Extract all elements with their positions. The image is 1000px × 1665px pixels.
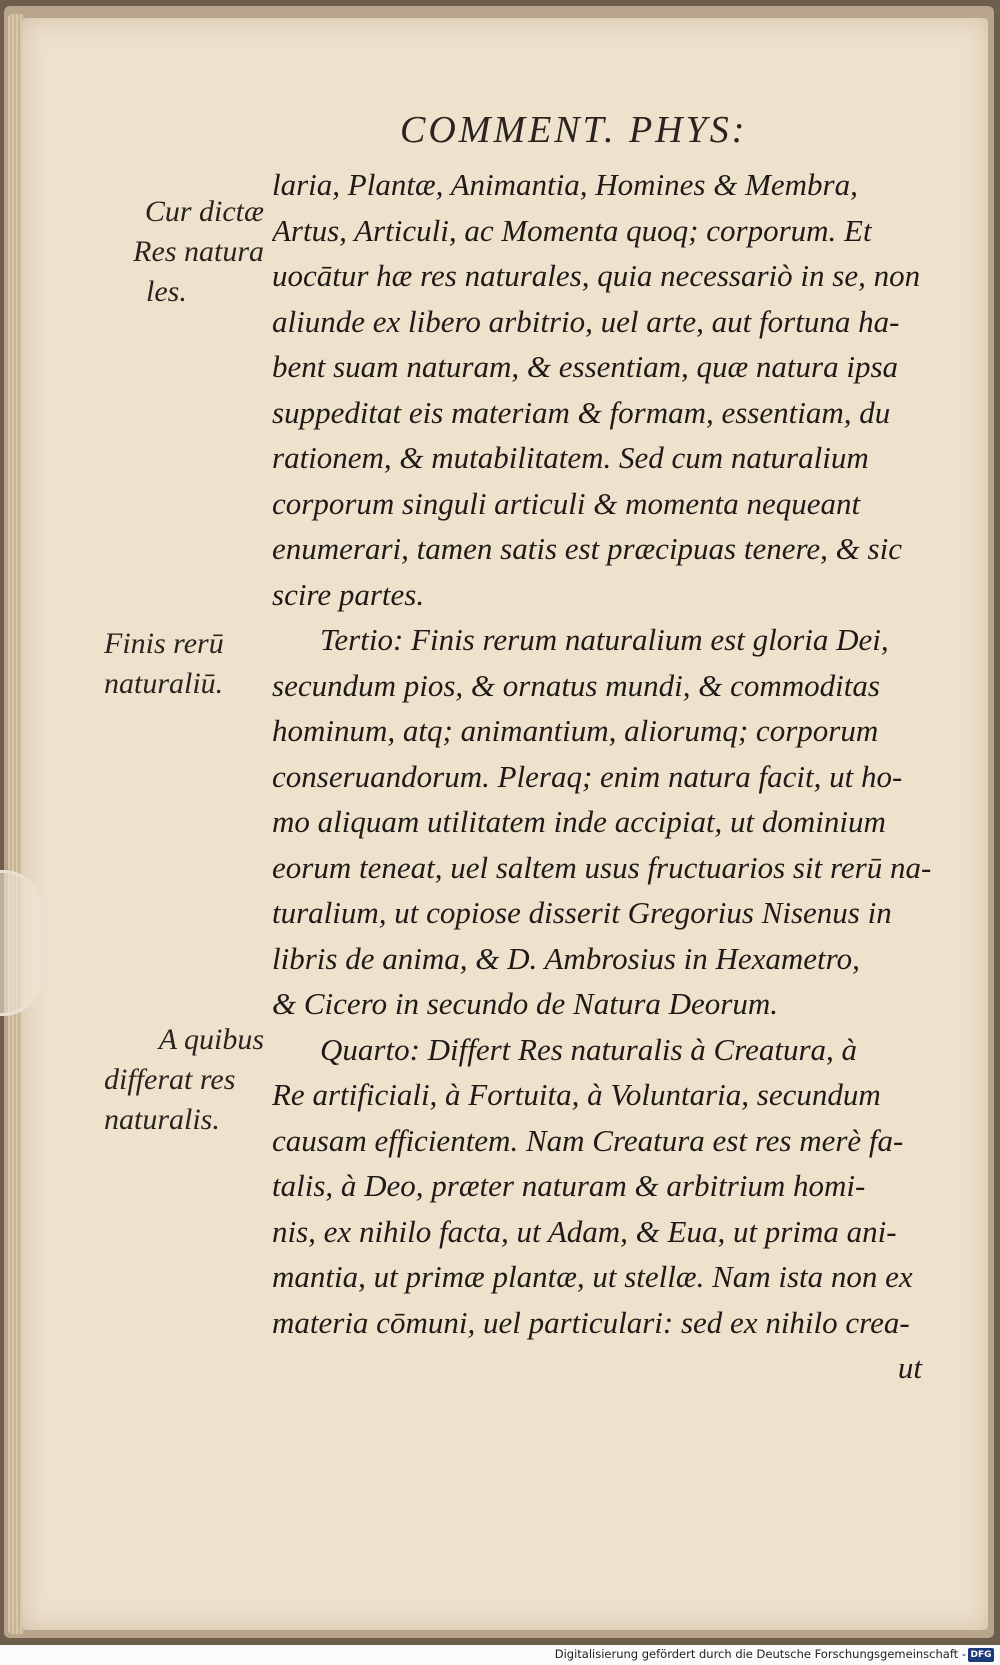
margin-note-line: Finis rerū [104,627,224,660]
margin-note-line: Res natura [133,235,264,268]
text-line: eorum teneat, uel saltem usus fructuarios sit rerū na- [272,849,932,885]
text-line: & Cicero in secundo de Natura Deorum. [272,986,778,1021]
text-line: suppeditat eis materiam & formam, essentiam, du [272,394,891,430]
margin-note-finis [104,624,264,704]
text-line: uocātur hæ res naturales, quia necessariò in se, non [272,258,921,293]
text-line: rationem, & mutabilitatem. Sed cum naturalium [272,440,869,475]
body-text [272,162,938,1391]
margin-note-line: naturaliū. [104,667,224,700]
text-line: hominum, atq; animantium, aliorumq; corporum [272,713,879,748]
text-line: causam efficientem. Nam Creatura est res merè fa- [272,1122,904,1158]
text-line: nis, ex nihilo facta, ut Adam, & Eua, ut prima ani- [272,1213,897,1249]
margin-note-line: A quibus [158,1023,264,1056]
text-line: bent suam naturam, & essentiam, quæ natura ipsa [272,349,899,384]
running-head: COMMENT. PHYS: [400,109,748,151]
margin-note-line: differat res [104,1063,236,1096]
margin-note-line: Cur dictæ [144,195,264,228]
funding-credit: Digitalisierung gefördert durch die Deutsche Forschungsgemeinschaft - [554,1647,966,1661]
margin-note-line: les. [146,275,187,308]
text-line: libris de anima, & D. Ambrosius in Hexametro, [272,940,860,976]
dfg-logo-icon: DFG [968,1648,994,1662]
text-line: Tertio: Finis rerum naturalium est gloria Dei, [320,622,889,657]
margin-note-cur-dictae [104,192,264,312]
text-line: mo aliquam utilitatem inde accipiat, ut dominium [272,804,886,839]
text-line: talis, à Deo, præter naturam & arbitrium homi- [272,1168,866,1203]
page-clip [0,870,43,1016]
footer-bar [0,1646,1000,1665]
text-line: laria, Plantæ, Animantia, Homines & Membra, [272,167,858,202]
text-line: Quarto: Differt Res naturalis à Creatura, à [320,1031,858,1067]
text-line: scire partes. [272,576,425,612]
text-line: aliunde ex libero arbitrio, uel arte, aut fortuna ha- [272,303,900,339]
margin-note-line: naturalis. [104,1103,220,1136]
text-line: secundum pios, & ornatus mundi, & commoditas [272,667,880,703]
text-line: turalium, ut copiose disserit Gregorius Nisenus in [272,895,892,930]
text-line: enumerari, tamen satis est præcipuas tenere, & sic [272,531,902,566]
text-line: mantia, ut primæ plantæ, ut stellæ. Nam ista non ex [272,1259,913,1294]
catchword: ut [897,1350,922,1385]
text-line: corporum singuli articuli & momenta nequeant [272,485,861,521]
text-line: conseruandorum. Pleraq; enim natura facit, ut ho- [272,758,903,794]
margin-note-a-quibus [104,1020,264,1140]
text-line: Artus, Articuli, ac Momenta quoq; corporum. Et [272,212,872,248]
text-line: materia cōmuni, uel particulari: sed ex nihilo crea- [272,1304,910,1340]
text-line: Re artificiali, à Fortuita, à Voluntaria, secundum [272,1077,881,1112]
